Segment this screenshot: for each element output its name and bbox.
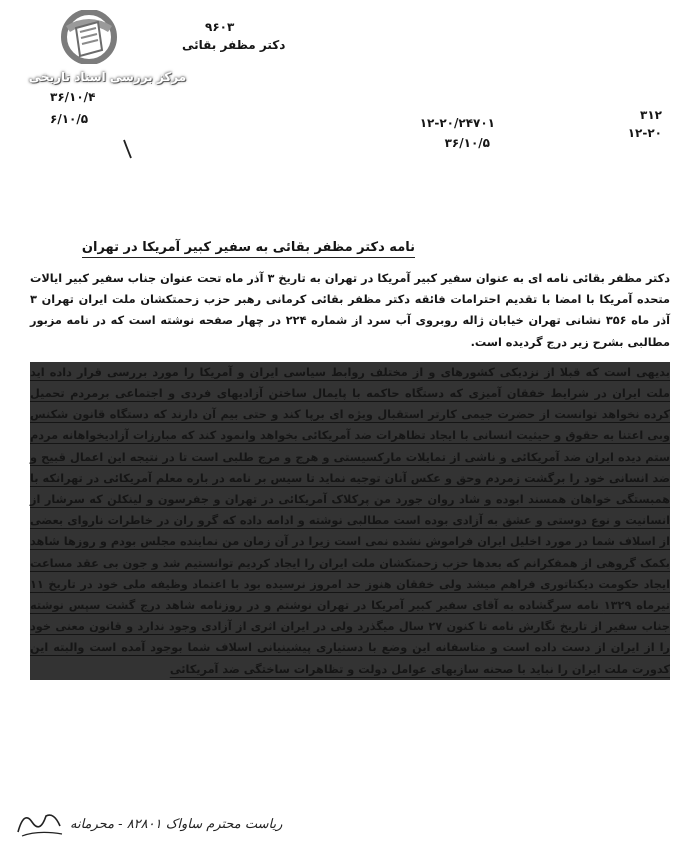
ref-line-3: ۱۲-۲۰/۲۴۷۰۱ [419, 116, 495, 130]
date-line-2: ۶/۱۰/۵ [50, 112, 89, 126]
archive-logo [20, 10, 195, 90]
document-title: نامه دکتر مظفر بقائی به سفیر کبیر آمریکا در تهران [82, 240, 415, 258]
date-line-1: ۳۶/۱۰/۴ [50, 90, 96, 104]
ref-line-4: ۳۶/۱۰/۵ [444, 136, 490, 150]
archive-emblem-icon [58, 10, 120, 64]
doc-number: ۹۶۰۳ [205, 20, 235, 34]
paragraph-main [30, 362, 670, 680]
ref-line-1: ۳۱۲ [640, 108, 662, 122]
ref-line-2: ۱۲-۲۰ [627, 126, 662, 140]
paragraph-main-text: بدیهی است که قبلا از نزدیکی کشورهای و از مختلف روابط سیاسی ایران و آمریکا را مورد بررسی قرار داده اید ملت ایران در شرایط خفقان آمیزی که دستگاه حاکمه با پایمال ساختن آزادیهای فردی و اجتماعی برمردم تحمیل کرده نخواهد توانست از حضرت جیمی کارتر استقبال ویژه ای برپا کند و حتی بیم آن دارند که دستگاه قانون شکنس وبی اعتنا به حقوق و حیثیت انسانی با ایجاد تظاهرات ضد آمریکائی بخواهد وانمود کند که مبارزات آزادیخواهانه مردم ستم دیده ایران ضد آمریکائی و ناشی از تمایلات مارکسیستی و هرج و مرج طلبی است تا در نتیجه این اعمال قبیح و ضد انسانی خود را برگشت زمردم وحق و عکس آنان توجیه نماید تا سیس بر نامه در باره معلم آمریکائی در تهرانکه با همبستگی خواهان همسند ابوده و شاد روان جورد من پرکلاک آمریکائی در تهران و جفرسون و لینکلن که سرشار از انسانیت و نوع دوستی و عشق به آزادی بوده است مطالبی نوشته و ادامه داده که گرو ران در خاطرات ناروای بعضی از اسلاف شما در مورد اخلیل ایران فراموش نشده نمی است زیرا در آن زمان من نماینده مجلس بودم و روزها شاهد بکمک گروهی از همفکرانم که بعدها حزب زحمتکشان ملت ایران را ایجاد کردیم توانستیم شد و جون بی عقد مساعت ایجاد حکومت دیکتاتوری فراهم میشد ولی خفقان هنوز حد امروز نرسیده بود با اعتماد وظیفه ملی خود در تاریخ ۱۱ تیرماه ۱۳۲۹ نامه سرگشاده به آقای سفیر کبیر آمریکا در تهران نوشتم و در روزنامه شاهد درج گشت سپس نوشته جناب سفیر از تاریخ نگارش نامه تا کنون ۲۷ سال میگذرد ولی در ایران اثری از آزادی وجود ندارد و قانون معنی خود را از ایران از دست داده است و متاسفانه این وضع با دستیاری پیشینیانی اسلاف شما بوجود آمده است والبته این کدورت ملت ایران را نباید با صحنه سازیهای عوامل دولت و تظاهرات ساختگی ضد آمریکائی [30, 365, 670, 676]
check-mark-icon [120, 138, 136, 162]
archive-logo-text: مرکز بررسی اسناد تاریخی [28, 70, 187, 84]
letter-body [30, 268, 670, 689]
signature-text: ریاست محترم ساواک ۸۲۸۰۱ - محرمانه [70, 817, 283, 832]
signature-scribble-icon [10, 802, 70, 842]
handwritten-signature [10, 802, 675, 842]
author-name: دکتر مظفر بقائی [182, 38, 286, 52]
paragraph-intro [30, 268, 670, 353]
paragraph-intro-text: دکتر مظفر بقائی نامه ای به عنوان سفیر کبیر آمریکا در تهران به تاریخ ۳ آذر ماه تحت عنوان جناب سفیر کبیر ایالات متحده آمریکا با امضا با تقدیم احترامات فائقه دکتر مظفر بقائی کرمانی رهبر حزب زحمتکشان ملت ایران تهران ۳ آذر ماه ۳۵۶ نشانی تهران خیابان ژاله روبروی آب سرد از شماره ۲۲۴ در چهار صفحه نوشته است که در نامه مزبور مطالبی بشرح زیر درج گردیده است. [30, 272, 670, 349]
